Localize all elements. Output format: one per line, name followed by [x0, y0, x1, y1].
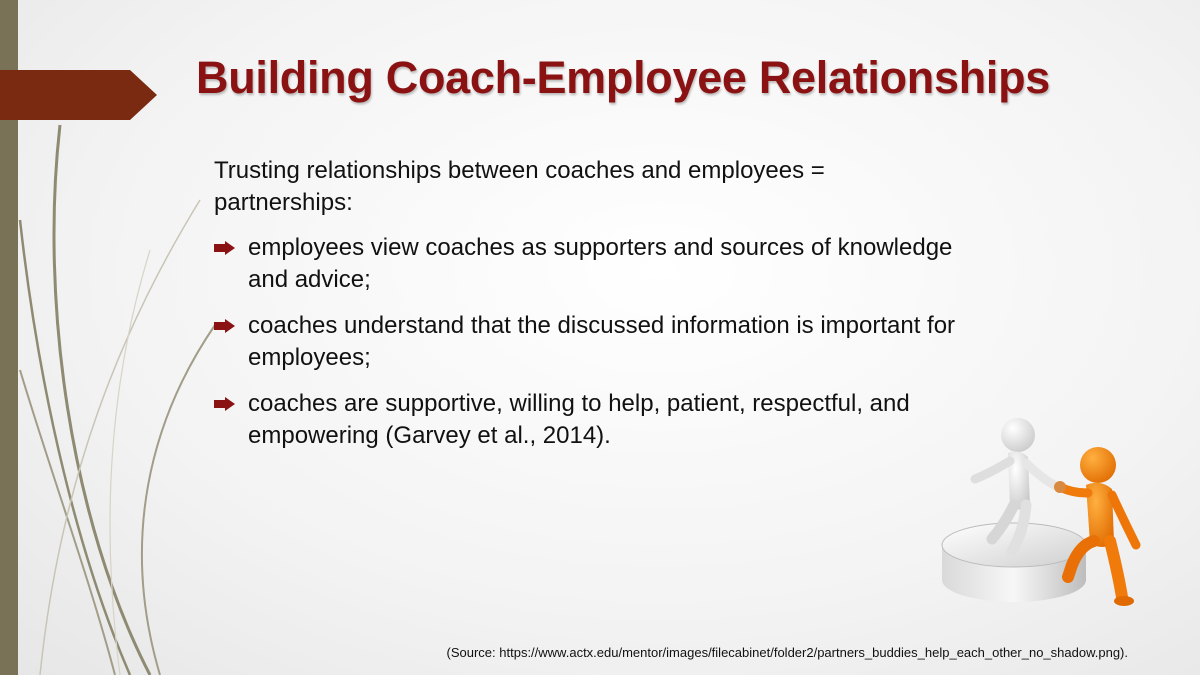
bullet-item [214, 388, 974, 452]
helping-hand-figures-illustration [930, 405, 1160, 610]
arrow-banner-icon [0, 70, 160, 120]
intro-text: Trusting relationships between coaches and employees = partnerships: [214, 157, 825, 216]
arrow-right-bullet-icon [214, 241, 236, 255]
slide-title: Building Coach-Employee Relationships [196, 52, 1051, 103]
arrow-right-bullet-icon [214, 319, 236, 333]
bullet-item [214, 232, 974, 296]
bullet-list [214, 232, 974, 466]
bullet-item [214, 310, 974, 374]
source-citation: (Source: https://www.actx.edu/mentor/images/filecabinet/folder2/partners_buddies_help_each_other_no_shadow.png). [446, 645, 1128, 660]
bullet-text: employees view coaches as supporters and sources of knowledge and advice; [248, 234, 953, 293]
bullet-text: coaches are supportive, willing to help, patient, respectful, and empowering (Garvey et al., 2014). [248, 390, 910, 449]
arrow-right-bullet-icon [214, 397, 236, 411]
bullet-text: coaches understand that the discussed information is important for employees; [248, 312, 956, 371]
